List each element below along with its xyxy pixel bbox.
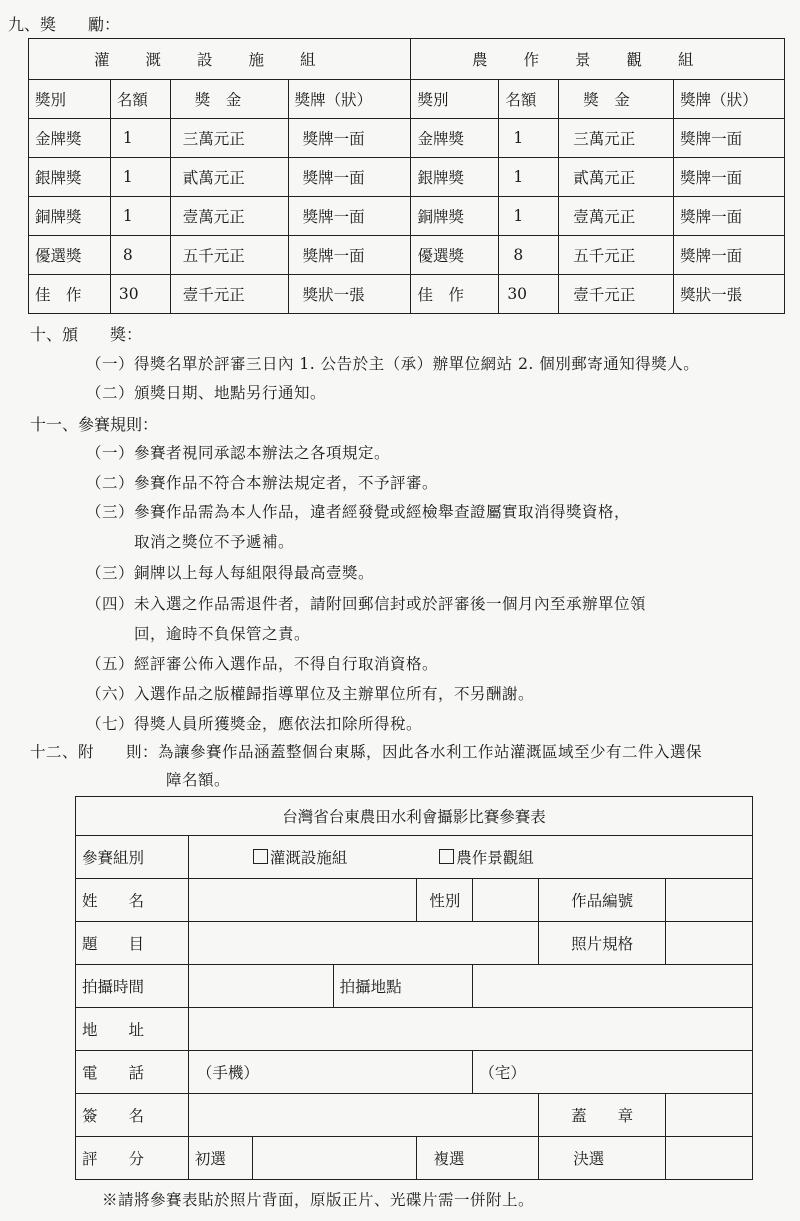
list-item: （四）未入選之作品需退件者，請附回郵信封或於評審後一個月內至承辦單位領 xyxy=(86,595,647,613)
awards-header-row xyxy=(29,80,785,119)
award-name: 金牌獎 xyxy=(411,119,499,158)
mobile-label: （手機） xyxy=(196,1064,259,1082)
round1-label: 初選 xyxy=(188,1137,252,1180)
header-plaque: 獎牌（狀） xyxy=(674,80,785,119)
section-10-heading: 十、頒 獎： xyxy=(30,325,143,344)
award-count: 1 xyxy=(499,158,559,197)
award-name: 銅牌獎 xyxy=(29,197,111,236)
award-prize: 壹千元正 xyxy=(559,275,674,314)
award-name: 銀牌獎 xyxy=(29,158,111,197)
list-item: （一）得獎名單於評審三日內 1. 公告於主（承）辦單位網站 2. 個別郵寄通知得獎人。 xyxy=(86,355,700,373)
award-prize: 貳萬元正 xyxy=(170,158,288,197)
checkbox-icon[interactable] xyxy=(439,849,454,864)
place-field[interactable] xyxy=(473,965,753,1008)
table-row xyxy=(29,197,785,236)
award-prize: 五千元正 xyxy=(170,236,288,275)
award-plaque: 獎牌一面 xyxy=(288,119,411,158)
signature-field[interactable] xyxy=(188,1094,538,1137)
home-field[interactable] xyxy=(473,1051,753,1094)
subject-label: 題 目 xyxy=(76,922,189,965)
award-count: 30 xyxy=(499,275,559,314)
group-irrigation-header: 灌溉設施組 xyxy=(29,39,411,80)
section-12-text-continued: 障名額。 xyxy=(166,771,231,789)
time-field[interactable] xyxy=(188,965,333,1008)
list-item: （一）參賽者視同承認本辦法之各項規定。 xyxy=(86,444,391,462)
group-landscape-header: 農作景觀組 xyxy=(411,39,785,80)
seal-field[interactable] xyxy=(666,1094,753,1137)
award-count: 1 xyxy=(499,197,559,236)
list-item: （二）參賽作品不符合本辦法規定者，不予評審。 xyxy=(86,474,439,492)
list-item: （五）經評審公佈入選作品，不得自行取消資格。 xyxy=(86,655,439,673)
spec-label: 照片規格 xyxy=(539,922,666,965)
award-name: 金牌獎 xyxy=(29,119,111,158)
table-row xyxy=(29,119,785,158)
award-plaque: 獎牌一面 xyxy=(674,236,785,275)
work-number-field[interactable] xyxy=(666,879,753,922)
list-item-continued: 取消之獎位不予遞補。 xyxy=(134,533,295,551)
signature-label: 簽 名 xyxy=(76,1094,189,1137)
award-plaque: 獎牌一面 xyxy=(288,197,411,236)
checkbox-icon[interactable] xyxy=(253,849,268,864)
award-prize: 五千元正 xyxy=(559,236,674,275)
award-name: 佳 作 xyxy=(29,275,111,314)
seal-label: 蓋 章 xyxy=(539,1094,666,1137)
group-label: 參賽組別 xyxy=(76,836,189,879)
award-prize: 三萬元正 xyxy=(559,119,674,158)
name-field[interactable] xyxy=(188,879,417,922)
award-count: 1 xyxy=(499,119,559,158)
section-12-text: 十二、附 則：為讓參賽作品涵蓋整個台東縣，因此各水利工作站灌溉區域至少有二件入選保 xyxy=(30,743,703,761)
list-item: （六）入選作品之版權歸指導單位及主辦單位所有，不另酬謝。 xyxy=(86,685,535,703)
header-prize: 獎 金 xyxy=(559,80,674,119)
spec-field[interactable] xyxy=(666,922,753,965)
award-count: 1 xyxy=(110,158,170,197)
header-award: 獎別 xyxy=(411,80,499,119)
award-prize: 貳萬元正 xyxy=(559,158,674,197)
award-name: 佳 作 xyxy=(411,275,499,314)
table-row xyxy=(29,236,785,275)
round1-field[interactable] xyxy=(252,1137,417,1180)
entry-form-table xyxy=(75,796,753,1180)
header-prize: 獎 金 xyxy=(170,80,288,119)
award-prize: 壹萬元正 xyxy=(170,197,288,236)
mobile-field[interactable] xyxy=(188,1051,473,1094)
award-name: 銅牌獎 xyxy=(411,197,499,236)
address-label: 地 址 xyxy=(76,1008,189,1051)
award-name: 銀牌獎 xyxy=(411,158,499,197)
award-prize: 壹千元正 xyxy=(170,275,288,314)
awards-table xyxy=(28,38,785,314)
home-label: （宅） xyxy=(479,1064,526,1082)
award-plaque: 獎牌一面 xyxy=(674,158,785,197)
header-award: 獎別 xyxy=(29,80,111,119)
award-plaque: 獎狀一張 xyxy=(674,275,785,314)
footnote: ※請將參賽表貼於照片背面，原版正片、光碟片需一併附上。 xyxy=(102,1191,535,1209)
award-plaque: 獎牌一面 xyxy=(288,236,411,275)
round2-label: 複選 xyxy=(417,1137,539,1180)
list-item: （二）頒獎日期、地點另行通知。 xyxy=(86,384,327,402)
award-plaque: 獎牌一面 xyxy=(288,158,411,197)
header-count: 名額 xyxy=(110,80,170,119)
group-options xyxy=(188,836,752,879)
award-plaque: 獎牌一面 xyxy=(674,197,785,236)
round3-field[interactable] xyxy=(666,1137,753,1180)
option-irrigation[interactable]: 灌溉設施組 xyxy=(253,849,348,867)
name-label: 姓 名 xyxy=(76,879,189,922)
award-count: 30 xyxy=(110,275,170,314)
work-number-label: 作品編號 xyxy=(539,879,666,922)
place-label: 拍攝地點 xyxy=(333,965,473,1008)
award-count: 8 xyxy=(499,236,559,275)
score-label: 評 分 xyxy=(76,1137,189,1180)
gender-field[interactable] xyxy=(473,879,539,922)
address-field[interactable] xyxy=(188,1008,752,1051)
time-label: 拍攝時間 xyxy=(76,965,189,1008)
award-name: 優選獎 xyxy=(411,236,499,275)
list-item-continued: 回，逾時不負保管之責。 xyxy=(134,625,311,643)
list-item: （七）得獎人員所獲獎金，應依法扣除所得稅。 xyxy=(86,715,423,733)
list-item: （三）參賽作品需為本人作品，違者經發覺或經檢舉查證屬實取消得獎資格， xyxy=(86,503,631,521)
award-count: 8 xyxy=(110,236,170,275)
award-plaque: 獎牌一面 xyxy=(674,119,785,158)
list-item: （三）銅牌以上每人每組限得最高壹獎。 xyxy=(86,564,375,582)
award-prize: 三萬元正 xyxy=(170,119,288,158)
form-title: 台灣省台東農田水利會攝影比賽參賽表 xyxy=(76,797,753,836)
award-prize: 壹萬元正 xyxy=(559,197,674,236)
award-plaque: 獎狀一張 xyxy=(288,275,411,314)
round3-label: 決選 xyxy=(539,1137,666,1180)
phone-label: 電 話 xyxy=(76,1051,189,1094)
award-count: 1 xyxy=(110,197,170,236)
header-plaque: 獎牌（狀） xyxy=(288,80,411,119)
header-count: 名額 xyxy=(499,80,559,119)
award-count: 1 xyxy=(110,119,170,158)
award-name: 優選獎 xyxy=(29,236,111,275)
subject-field[interactable] xyxy=(188,922,538,965)
section-11-heading: 十一、參賽規則： xyxy=(30,415,159,434)
table-row xyxy=(29,158,785,197)
gender-label: 性別 xyxy=(417,879,473,922)
option-landscape[interactable]: 農作景觀組 xyxy=(439,849,534,867)
table-row xyxy=(29,275,785,314)
section-9-heading: 九、獎 勵： xyxy=(8,15,121,34)
